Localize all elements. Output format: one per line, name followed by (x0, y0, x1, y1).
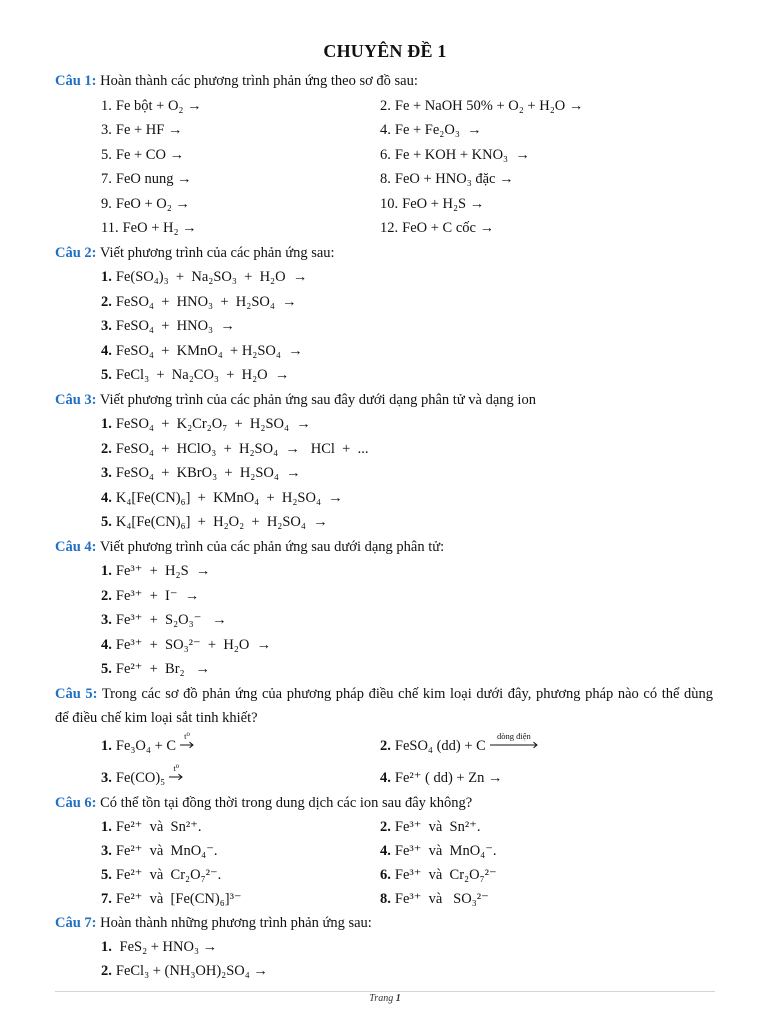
equation-text: K₄[Fe(CN)₆] + H₂O₂ + H₂SO₄ → (115, 514, 328, 530)
equation-text: Fe³⁺ + SO₃²⁻ + H₂O → (115, 636, 272, 653)
item-number: 1. (101, 416, 112, 432)
ion-pair-item (380, 815, 715, 839)
reaction-item (55, 437, 715, 462)
ion-pair-text: Fe³⁺ và Cr₂O₇²⁻ (394, 866, 497, 883)
reaction-item (101, 216, 380, 241)
equation-text: FeSO₄ + HClO₃ + H₂SO₄ → HCl + ... (115, 440, 369, 457)
reaction-row (55, 192, 715, 217)
item-number: 1. (101, 97, 112, 114)
question-1 (55, 69, 715, 241)
reaction-item (55, 290, 715, 315)
ion-pair-row (55, 839, 715, 863)
equation-text: Fe(SO₄)₃ + Na₂SO₃ + H₂O → (115, 269, 308, 285)
equation-text: Fe + CO → (115, 146, 185, 163)
page-number: 1 (395, 993, 401, 1004)
reaction-item (55, 608, 715, 633)
item-number: 4. (380, 842, 391, 859)
reaction-item (101, 118, 380, 143)
equation-text: FeO + C cốc → (402, 220, 495, 236)
item-number: 1. (101, 269, 112, 285)
reaction-arrow (180, 731, 194, 749)
reaction-item (55, 339, 715, 364)
ion-pair-text: Fe²⁺ và Cr₂O₇²⁻. (115, 866, 222, 883)
question-text: Hoàn thành những phương trình phản ứng sau: (100, 914, 372, 931)
equation-text: Fe bột + O₂ → (115, 97, 202, 114)
reaction-item (55, 363, 715, 388)
ion-pair-item (101, 863, 380, 887)
equation-text: Fe + HF → (115, 122, 183, 138)
reaction-arrow (169, 763, 183, 781)
item-number: 3. (101, 612, 112, 628)
reaction-item (55, 959, 715, 983)
question-text: Có thể tồn tại đồng thời trong dung dịch các ion sau đây không? (100, 794, 473, 811)
question-label: Câu 7: (55, 914, 97, 931)
equation-text: K₄[Fe(CN)₆] + KMnO₄ + H₂SO₄ → (115, 489, 343, 506)
ion-pair-item (380, 863, 715, 887)
question-label: Câu 2: (55, 244, 97, 261)
reaction-item (55, 486, 715, 511)
equation-text: Fe³⁺ + I⁻ → (115, 587, 200, 604)
equation-text: FeSO₄ + K₂Cr₂O₇ + H₂SO₄ → (115, 416, 311, 432)
equation-text: FeO + H₂ → (122, 220, 197, 236)
ion-pair-text: Fe²⁺ và Sn²⁺. (115, 818, 202, 835)
equation-text: Fe₃O₄ + C (115, 738, 177, 754)
equation-text: FeO + H₂S → (402, 195, 485, 212)
question-header (55, 911, 715, 935)
equation-text: Fe + KOH + KNO₃ → (394, 146, 530, 163)
ion-pair-row (55, 815, 715, 839)
right-arrow-icon (180, 741, 194, 749)
item-number: 2. (380, 818, 391, 835)
ion-pair-text: Fe²⁺ và MnO₄⁻. (115, 842, 218, 859)
item-number: 1. (101, 818, 112, 835)
question-header (55, 791, 715, 815)
reaction-item (55, 265, 715, 290)
footer-divider (55, 991, 715, 992)
equation-text: FeO + HNO₃ đặc → (394, 171, 514, 187)
equation-text: Fe³⁺ + S₂O₃⁻ → (115, 612, 227, 628)
equation-text: FeS₂ + HNO₃ → (115, 938, 218, 955)
reaction-row (55, 118, 715, 143)
ion-pair-item (380, 839, 715, 863)
question-text: Viết phương trình của các phản ứng sau: (99, 244, 335, 261)
ion-pair-item (101, 815, 380, 839)
equation-text: Fe(CO)₅ (115, 770, 166, 786)
reaction-row (55, 731, 715, 762)
reaction-item (101, 192, 380, 217)
question-3 (55, 388, 715, 535)
item-number: 3. (101, 842, 112, 859)
reaction-item (55, 559, 715, 584)
reaction-row (55, 94, 715, 119)
item-number: 7. (101, 890, 112, 907)
reaction-item (101, 763, 380, 791)
reaction-item (101, 731, 380, 762)
item-number: 3. (101, 318, 112, 334)
reaction-arrow (490, 731, 538, 749)
ion-pair-text: Fe³⁺ và MnO₄⁻. (394, 842, 497, 859)
item-number: 2. (101, 962, 112, 979)
question-7 (55, 911, 715, 983)
reaction-item (380, 167, 715, 192)
item-number: 4. (101, 489, 112, 506)
reaction-item (55, 584, 715, 609)
question-label: Câu 4: (55, 538, 97, 555)
page-label: Trang (369, 993, 394, 1004)
item-number: 2. (101, 440, 112, 457)
reaction-row (55, 216, 715, 241)
question-text: Trong các sơ đồ phản ứng của phương pháp điều chế kim loại dưới đây, phương pháp nào có thể dùng (101, 685, 713, 702)
question-text: Hoàn thành các phương trình phản ứng theo sơ đồ sau: (100, 73, 418, 89)
reaction-item (380, 767, 715, 791)
item-number: 5. (101, 866, 112, 883)
reaction-row (55, 143, 715, 168)
item-number: 1. (101, 738, 112, 754)
reaction-item (55, 461, 715, 486)
ion-pair-item (380, 887, 715, 911)
equation-text: FeO nung → (115, 171, 192, 187)
item-number: 9. (101, 195, 112, 212)
equation-text: FeSO₄ + HNO₃ + H₂SO₄ → (115, 293, 297, 310)
item-number: 3. (101, 770, 112, 786)
equation-text: Fe²⁺ + Br₂ → (115, 661, 210, 677)
reaction-item (55, 510, 715, 535)
reaction-item (55, 657, 715, 682)
ion-pair-text: Fe³⁺ và SO₃²⁻ (394, 890, 489, 907)
question-header (55, 241, 715, 266)
reaction-item (380, 216, 715, 241)
equation-text: FeCl₃ + (NH₃OH)₂SO₄ → (115, 962, 268, 979)
reaction-item (380, 94, 715, 119)
item-number: 11. (101, 220, 119, 236)
question-4 (55, 535, 715, 682)
item-number: 4. (101, 636, 112, 653)
item-number: 3. (101, 465, 112, 481)
page-footer (55, 993, 715, 1005)
long-right-arrow-icon (490, 741, 538, 749)
question-header (55, 388, 715, 413)
question-label: Câu 3: (55, 391, 97, 408)
reaction-item (101, 143, 380, 168)
item-number: 10. (380, 195, 399, 212)
ion-pair-item (101, 839, 380, 863)
equation-text: FeO + O₂ → (115, 195, 190, 212)
ion-pair-row (55, 887, 715, 911)
reaction-row (55, 762, 715, 791)
item-number: 2. (101, 293, 112, 310)
equation-text: FeSO₄ + HNO₃ → (115, 318, 235, 334)
equation-text: Fe³⁺ + H₂S → (115, 563, 211, 579)
equation-text: FeCl₃ + Na₂CO₃ + H₂O → (115, 367, 290, 383)
reaction-item (101, 94, 380, 119)
item-number: 12. (380, 220, 399, 236)
equation-text: Fe + Fe₂O₃ → (394, 122, 482, 138)
equation-text: Fe²⁺ ( dd) + Zn → (394, 770, 503, 786)
item-number: 2. (101, 587, 112, 604)
ion-pair-text: Fe²⁺ và [Fe(CN)₆]³⁻ (115, 890, 242, 907)
right-arrow-icon (169, 773, 183, 781)
reaction-item (55, 314, 715, 339)
ion-pair-row (55, 863, 715, 887)
item-number: 8. (380, 890, 391, 907)
ion-pair-text: Fe³⁺ và Sn²⁺. (394, 818, 481, 835)
item-number: 2. (380, 738, 391, 754)
equation-text: Fe + NaOH 50% + O₂ + H₂O → (394, 97, 584, 114)
reaction-item (380, 731, 715, 762)
item-number: 5. (101, 661, 112, 677)
item-number: 6. (380, 866, 391, 883)
question-text-continued: để điều chế kim loại sắt tinh khiết? (55, 710, 258, 726)
equation-text: FeSO₄ + KBrO₃ + H₂SO₄ → (115, 465, 301, 481)
arrow-condition-label: dòng điện (496, 731, 531, 741)
item-number: 5. (101, 367, 112, 383)
equation-text: FeSO₄ + KMnO₄ + H₂SO₄ → (115, 342, 303, 359)
item-number: 2. (380, 97, 391, 114)
question-2 (55, 241, 715, 388)
reaction-item (380, 192, 715, 217)
question-6 (55, 791, 715, 911)
item-number: 6. (380, 146, 391, 163)
arrow-condition-label: t⁰ (184, 731, 190, 741)
reaction-item (101, 167, 380, 192)
item-number: 4. (380, 122, 391, 138)
reaction-row (55, 167, 715, 192)
question-text: Viết phương trình của các phản ứng sau dưới dạng phân tử: (99, 538, 445, 555)
item-number: 1. (101, 938, 112, 955)
item-number: 5. (101, 514, 112, 530)
question-header (55, 535, 715, 560)
reaction-item (380, 118, 715, 143)
item-number: 5. (101, 146, 112, 163)
question-header (55, 69, 715, 94)
page-title: CHUYÊN ĐỀ 1 (323, 41, 447, 61)
arrow-condition-label: t⁰ (173, 763, 180, 773)
reaction-item (380, 143, 715, 168)
item-number: 1. (101, 563, 112, 579)
item-number: 8. (380, 171, 391, 187)
question-5 (55, 682, 715, 791)
equation-text: FeSO₄ (dd) + C (394, 738, 486, 754)
reaction-item (55, 633, 715, 658)
question-label: Câu 6: (55, 794, 97, 811)
question-label: Câu 1: (55, 73, 97, 89)
question-header (55, 682, 713, 707)
reaction-item (55, 412, 715, 437)
item-number: 4. (101, 342, 112, 359)
item-number: 7. (101, 171, 112, 187)
question-text: Viết phương trình của các phản ứng sau đây dưới dạng phân tử và dạng ion (99, 391, 536, 408)
document-page (55, 34, 715, 983)
ion-pair-item (101, 887, 380, 911)
reaction-item (55, 935, 715, 959)
item-number: 4. (380, 770, 391, 786)
question-label: Câu 5: (55, 685, 98, 702)
item-number: 3. (101, 122, 112, 138)
